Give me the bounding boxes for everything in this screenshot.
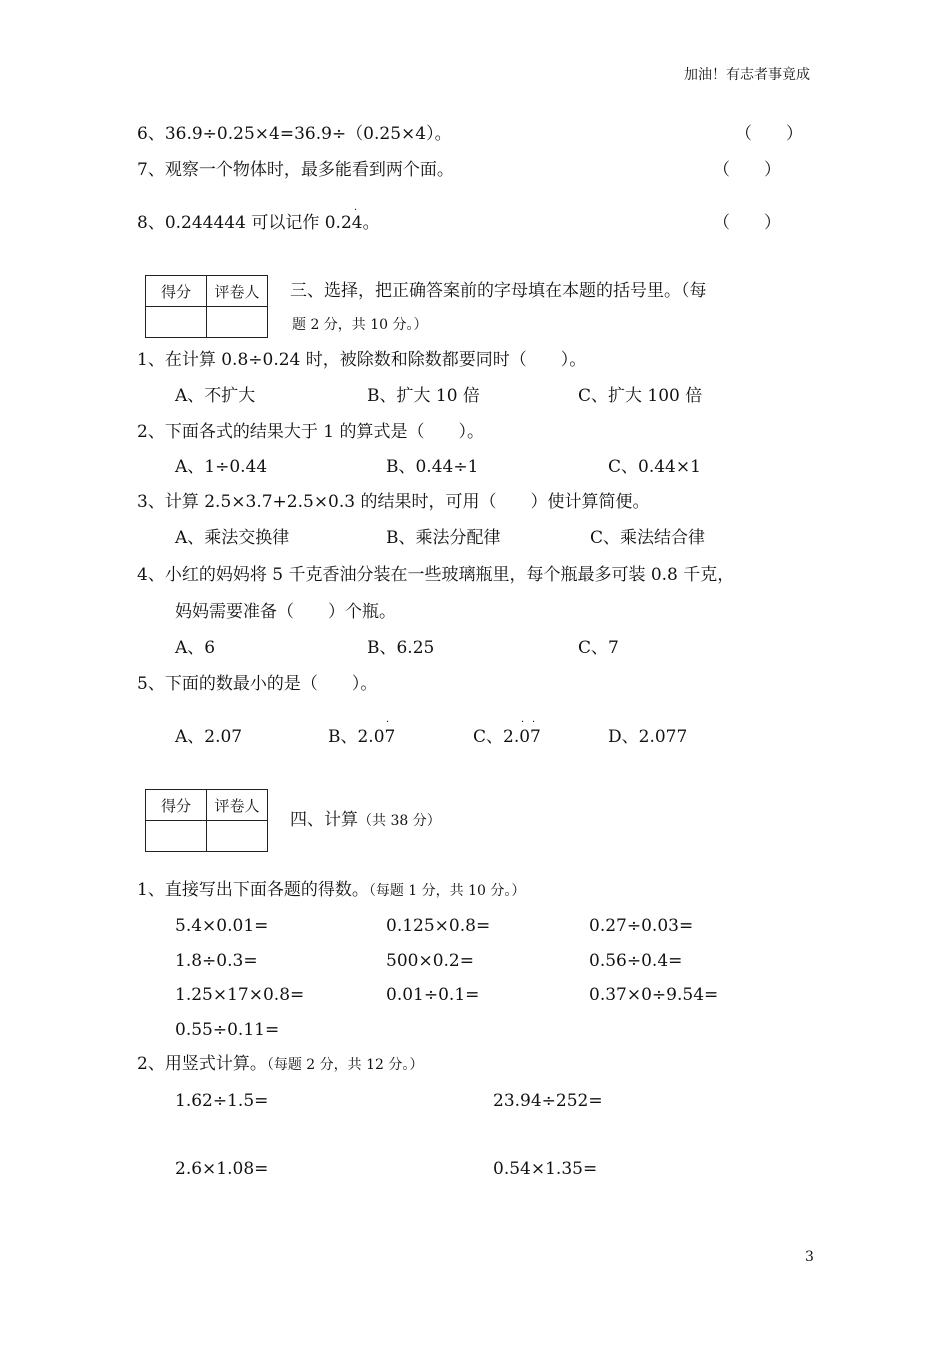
- q4-option-b: B、6.25: [367, 638, 435, 658]
- part2-title-text: 2、用竖式计算。: [137, 1054, 267, 1074]
- part2-title: [137, 1056, 423, 1073]
- q2-option-a: A、1÷0.44: [175, 457, 268, 477]
- judgment-item-8: 8、0.244444 可以记作 0.24。: [137, 213, 380, 233]
- q5-stem: 5、下面的数最小的是（ ）。: [137, 674, 378, 694]
- grader-cell[interactable]: [207, 307, 268, 338]
- q5-option-b: B、2.07: [328, 727, 396, 747]
- judgment-blank-8[interactable]: （ ）: [713, 213, 781, 233]
- q1-stem: 1、在计算 0.8÷0.24 时，被除数和除数都要同时（ ）。: [137, 350, 587, 370]
- calc-item: 0.01÷0.1=: [386, 985, 480, 1005]
- grader-cell[interactable]: [207, 821, 268, 852]
- q4-option-c: C、7: [578, 638, 619, 658]
- q2-stem: 2、下面各式的结果大于 1 的算式是（ ）。: [137, 422, 484, 442]
- judgment-blank-6[interactable]: （ ）: [735, 124, 803, 144]
- section3-title-line2: 题 2 分，共 10 分。）: [292, 317, 428, 333]
- calc-item: 1.25×17×0.8=: [175, 985, 305, 1005]
- vertical-calc-item: 23.94÷252=: [493, 1091, 603, 1111]
- q5-option-a: A、2.07: [175, 727, 243, 747]
- q2-option-b: B、0.44÷1: [386, 457, 479, 477]
- calc-item: 5.4×0.01=: [175, 916, 269, 936]
- section4-title-note: （共 38 分）: [358, 813, 441, 829]
- score-label: 得分: [146, 790, 207, 821]
- q1-option-a: A、不扩大: [175, 386, 256, 406]
- score-cell[interactable]: [146, 821, 207, 852]
- judgment-item-6: 6、36.9÷0.25×4=36.9÷（0.25×4）。: [137, 124, 452, 144]
- judgment-blank-7[interactable]: （ ）: [713, 160, 781, 180]
- vertical-calc-item: 0.54×1.35=: [493, 1159, 598, 1179]
- calc-item: 0.27÷0.03=: [589, 916, 694, 936]
- judgment-item-7: 7、观察一个物体时，最多能看到两个面。: [137, 160, 454, 180]
- q1-option-c: C、扩大 100 倍: [578, 386, 703, 406]
- q3-option-b: B、乘法分配律: [386, 528, 501, 548]
- q3-option-c: C、乘法结合律: [590, 528, 706, 548]
- q3-stem: 3、计算 2.5×3.7+2.5×0.3 的结果时，可用（ ）使计算简便。: [137, 492, 650, 512]
- section3-title-line1: 三、选择，把正确答案前的字母填在本题的括号里。（每: [290, 281, 707, 301]
- calc-item: 0.37×0÷9.54=: [589, 985, 719, 1005]
- part1-title-note: （每题 1 分，共 10 分。）: [368, 883, 526, 899]
- q5-option-c: C、2.07: [473, 727, 541, 747]
- q1-option-b: B、扩大 10 倍: [367, 386, 480, 406]
- part1-title-text: 1、直接写出下面各题的得数。: [137, 880, 369, 900]
- calc-item: 0.56÷0.4=: [589, 951, 683, 971]
- section4-title-text: 四、计算: [290, 810, 358, 830]
- score-label: 得分: [146, 276, 207, 307]
- calc-item: 1.8÷0.3=: [175, 951, 258, 971]
- q5-option-d: D、2.077: [608, 727, 688, 747]
- section4-title: [290, 812, 441, 829]
- vertical-calc-item: 2.6×1.08=: [175, 1159, 269, 1179]
- repeating-dot-mark: ·: [386, 717, 390, 728]
- part2-title-note: （每题 2 分，共 12 分。）: [266, 1057, 424, 1073]
- repeating-dot-mark: ·: [532, 717, 536, 728]
- score-cell[interactable]: [146, 307, 207, 338]
- q4-stem: 4、小红的妈妈将 5 千克香油分装在一些玻璃瓶里，每个瓶最多可装 0.8 千克，: [137, 565, 735, 585]
- calc-item: 0.125×0.8=: [386, 916, 491, 936]
- score-box-section4: [145, 789, 268, 852]
- q4-option-a: A、6: [175, 638, 216, 658]
- calc-item: 500×0.2=: [386, 951, 474, 971]
- grader-label: 评卷人: [207, 790, 268, 821]
- vertical-calc-item: 1.62÷1.5=: [175, 1091, 269, 1111]
- q4-stem-line2: 妈妈需要准备（ ）个瓶。: [175, 602, 396, 622]
- q3-option-a: A、乘法交换律: [175, 528, 290, 548]
- repeating-dot-mark: ·: [521, 717, 525, 728]
- page-number: 3: [805, 1249, 814, 1265]
- q2-option-c: C、0.44×1: [608, 457, 701, 477]
- grader-label: 评卷人: [207, 276, 268, 307]
- part1-title: [137, 882, 525, 899]
- calc-item: 0.55÷0.11=: [175, 1020, 280, 1040]
- repeating-dot-mark: ·: [354, 205, 358, 216]
- score-box-section3: [145, 275, 268, 338]
- header-slogan: 加油！有志者事竟成: [684, 67, 810, 83]
